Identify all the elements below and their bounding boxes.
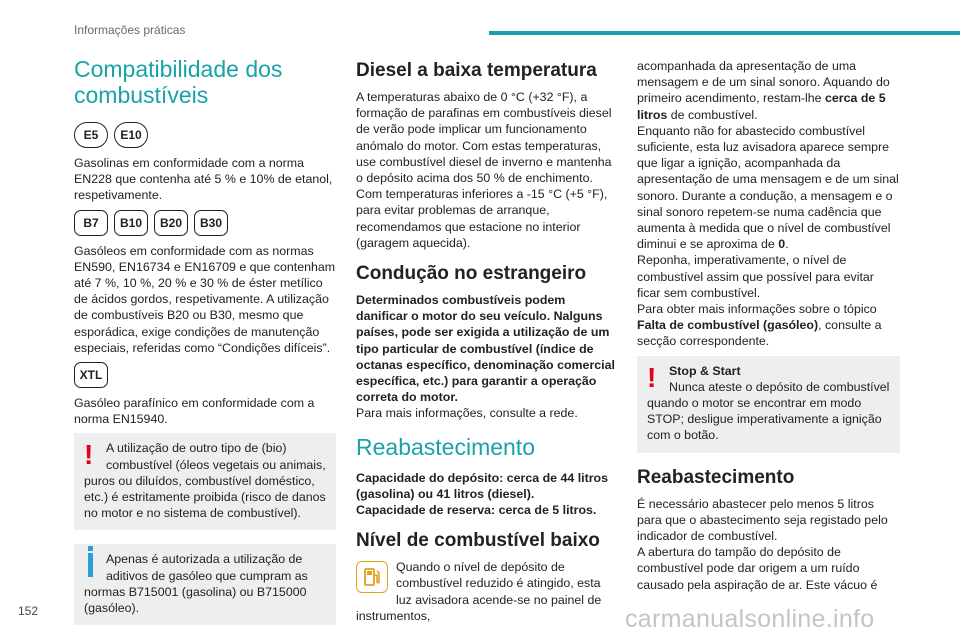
diesel-text: Gasóleos em conformidade com as normas EN590, EN16734 e EN16709 e que contenham até 7 %, 10 %, 20 % e 30 % de éster metílico de ácidos gordos, respetivamente. A utilização de combustíveis B20 ou B30, mesmo que esporádica, exige condições de manutenção especiais, referidas como “Condições difíceis”.: [74, 243, 336, 355]
low-fuel-text: Quando o nível de depósito de combustível reduzido é atingido, esta luz avisadora acende-se no painel de instrumentos,: [356, 560, 602, 623]
fuel-badge-b20: B20: [154, 210, 188, 236]
heading-fuel-compatibility: Compatibilidade dos combustíveis: [74, 56, 283, 108]
refuel-min-text: É necessário abastecer pelo menos 5 litros para que o abastecimento seja registado pelo indicador de combustível.: [637, 496, 888, 544]
fuel-badge-e10: E10: [114, 122, 148, 148]
warning-text: A utilização de outro tipo de (bio) combustível (óleos vegetais ou animais, puros ou diluídos, combustível doméstico, etc.) é estritamente proibida (risco de danos no motor e no sistema de combustível).: [84, 441, 326, 521]
tank-capacity: Capacidade do depósito: cerca de 44 litros (gasolina) ou 41 litros (diesel).: [356, 470, 609, 501]
low-fuel-row: [356, 559, 618, 624]
fuel-badge-b30: B30: [194, 210, 228, 236]
abroad-text: Para mais informações, consulte a rede.: [356, 406, 578, 421]
warning-icon: !: [647, 361, 657, 393]
more-info-text: Para obter mais informações sobre o tópico Falta de combustível (gasóleo), consulte a secção correspondente.: [637, 302, 882, 349]
low-fuel-continued: acompanhada da apresentação de uma mensagem e de um sinal sonoro. Aquando do primeiro acendimento, restam-lhe cerca de 5 litros de combustível.: [637, 59, 890, 122]
column-1: [74, 52, 336, 639]
xtl-badges: [74, 362, 336, 388]
watermark: carmanualsonline.info: [625, 605, 875, 633]
fuel-badge-b7: B7: [74, 210, 108, 236]
reserve-capacity: Capacidade de reserva: cerca de 5 litros.: [356, 503, 597, 518]
column-2: [356, 58, 618, 624]
gasoline-text: Gasolinas em conformidade com a norma EN228 que contenha até 5 % e 10% de etanol, respetivamente.: [74, 156, 333, 203]
running-header: Informações práticas: [74, 23, 186, 37]
info-box: [74, 544, 336, 625]
heading-refuelling: Reabastecimento: [356, 433, 535, 460]
refuel-cap-noise-text: A abertura do tampão do depósito de combustível pode dar origem a um ruído causado pela aspiração de ar. Este vácuo é: [637, 545, 878, 592]
heading-driving-abroad: Condução no estrangeiro: [356, 263, 587, 285]
warning-box: [74, 433, 336, 530]
fuel-badge-b10: B10: [114, 210, 148, 236]
abroad-bold-text: Determinados combustíveis podem danificar o motor do seu veículo. Nalguns países, pode ser exigida a utilização de um tipo particular de combustível (índice de octanas específico, denominação comercial específica, etc.) para garantir a operação correta do motor.: [356, 293, 615, 405]
fuel-badge-xtl: XTL: [74, 362, 108, 388]
heading-low-fuel: Nível de combustível baixo: [356, 530, 600, 552]
stop-start-text: Nunca ateste o depósito de combustível quando o motor se encontrar em modo STOP; desligue imperativamente a ignição com o botão.: [647, 379, 890, 443]
diesel-badges: [74, 210, 336, 236]
heading-diesel-low-temp: Diesel a baixa temperatura: [356, 60, 597, 81]
diesel-low-temp-text: A temperaturas abaixo de 0 °C (+32 °F), a formação de parafinas em combustíveis diesel de verão pode implicar um funcionamento anómalo do motor. Com estas temperaturas, use combustível diesel de inverno e mantenha o depósito acima dos 50 % de enchimento.: [356, 90, 612, 186]
page-number: 152: [18, 604, 39, 618]
refill-advice: Reponha, imperativamente, o nível de combustível assim que possível para evitar ficar sem combustível.: [637, 253, 874, 300]
info-text: Apenas é autorizada a utilização de aditivos de gasóleo que cumpram as normas B715001 (gasolina) ou B715000 (gasóleo).: [84, 552, 308, 616]
diesel-low-temp-text-2: Com temperaturas inferiores a -15 °C (+5 °F), para evitar problemas de arranque, recomendamos que estacione no interior (garagem aquecida).: [356, 187, 608, 250]
warning-icon: !: [84, 439, 94, 471]
xtl-text: Gasóleo parafínico em conformidade com a norma EN15940.: [74, 396, 315, 427]
low-fuel-warning-repeat: Enquanto não for abastecido combustível suficiente, esta luz avisadora aparece sempre que ligar a ignição, acompanhada da apresentação de uma mensagem e de um sinal sonoro. Durante a condução, a mensagem e o sinal sonoro repetem-se numa cadência que aumenta à medida que o nível de combustível diminui e se aproxima de 0.: [637, 123, 899, 252]
info-icon: [84, 553, 100, 581]
stop-start-warning-box: [637, 356, 900, 453]
fuel-pump-icon: [356, 561, 388, 593]
fuel-badge-e5: E5: [74, 122, 108, 148]
stop-start-title: Stop & Start: [669, 363, 741, 378]
header-accent-bar: [489, 31, 960, 35]
gasoline-badges: [74, 122, 336, 148]
column-3: [637, 58, 900, 599]
heading-refuelling-2: Reabastecimento: [637, 466, 795, 488]
